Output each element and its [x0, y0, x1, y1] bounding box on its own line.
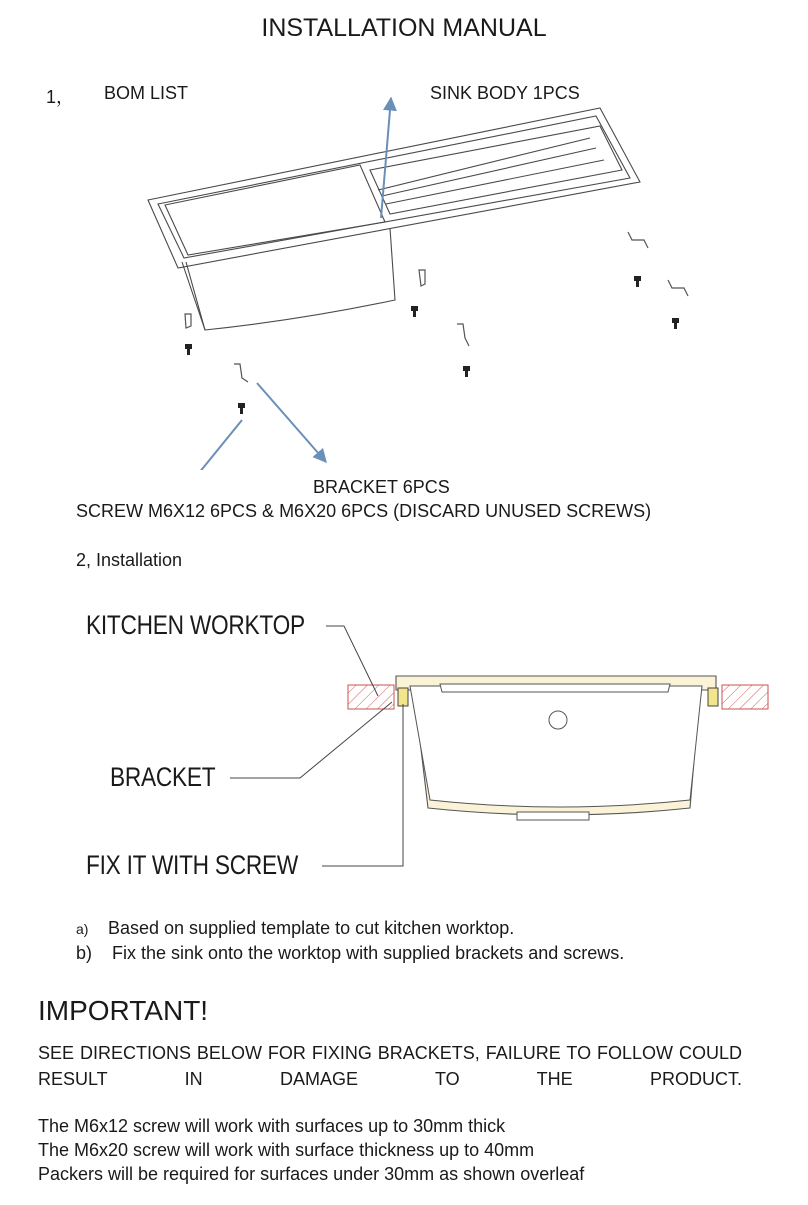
kitchen-worktop-callout: KITCHEN WORKTOP — [86, 610, 305, 640]
top-tray — [440, 684, 670, 692]
bracket-count-label: BRACKET 6PCS — [313, 477, 450, 497]
step-a-marker: a) — [76, 921, 89, 937]
section-2-heading: 2, Installation — [76, 550, 183, 570]
step-b-marker: b) — [76, 943, 93, 963]
important-heading: IMPORTANT! — [38, 995, 209, 1026]
bracket-callout: BRACKET — [110, 762, 216, 792]
important-warning: SEE DIRECTIONS BELOW FOR FIXING BRACKETS, FAILURE TO FOLLOW COULD RESULT IN DAMAGE TO THE PRODUCT. — [38, 1043, 742, 1089]
bracket-left — [398, 688, 408, 706]
drain-outlet — [517, 812, 589, 820]
sink-inner — [410, 686, 702, 807]
step-b-text: Fix the sink onto the worktop with supplied brackets and screws. — [112, 943, 625, 963]
step-a-text: Based on supplied template to cut kitchen worktop. — [108, 918, 515, 938]
screw-count-label: SCREW M6X12 6PCS & M6X20 6PCS (DISCARD UNUSED SCREWS) — [76, 501, 652, 521]
overflow-hole — [549, 711, 567, 729]
callout-leaders — [230, 626, 403, 866]
page-title: INSTALLATION MANUAL — [261, 14, 547, 42]
worktop-right — [722, 685, 768, 709]
sink-body-label: SINK BODY 1PCS — [430, 83, 580, 103]
note-m6x12: The M6x12 screw will work with surfaces up to 30mm thick — [38, 1116, 506, 1136]
bracket-right — [708, 688, 718, 706]
note-m6x20: The M6x20 screw will work with surface thickness up to 40mm — [38, 1140, 535, 1160]
fix-with-screw-callout: FIX IT WITH SCREW — [86, 850, 299, 880]
section-1-heading: BOM LIST — [104, 83, 189, 103]
note-packers: Packers will be required for surfaces under 30mm as shown overleaf — [38, 1164, 585, 1184]
section-1-number: 1， — [46, 87, 75, 107]
